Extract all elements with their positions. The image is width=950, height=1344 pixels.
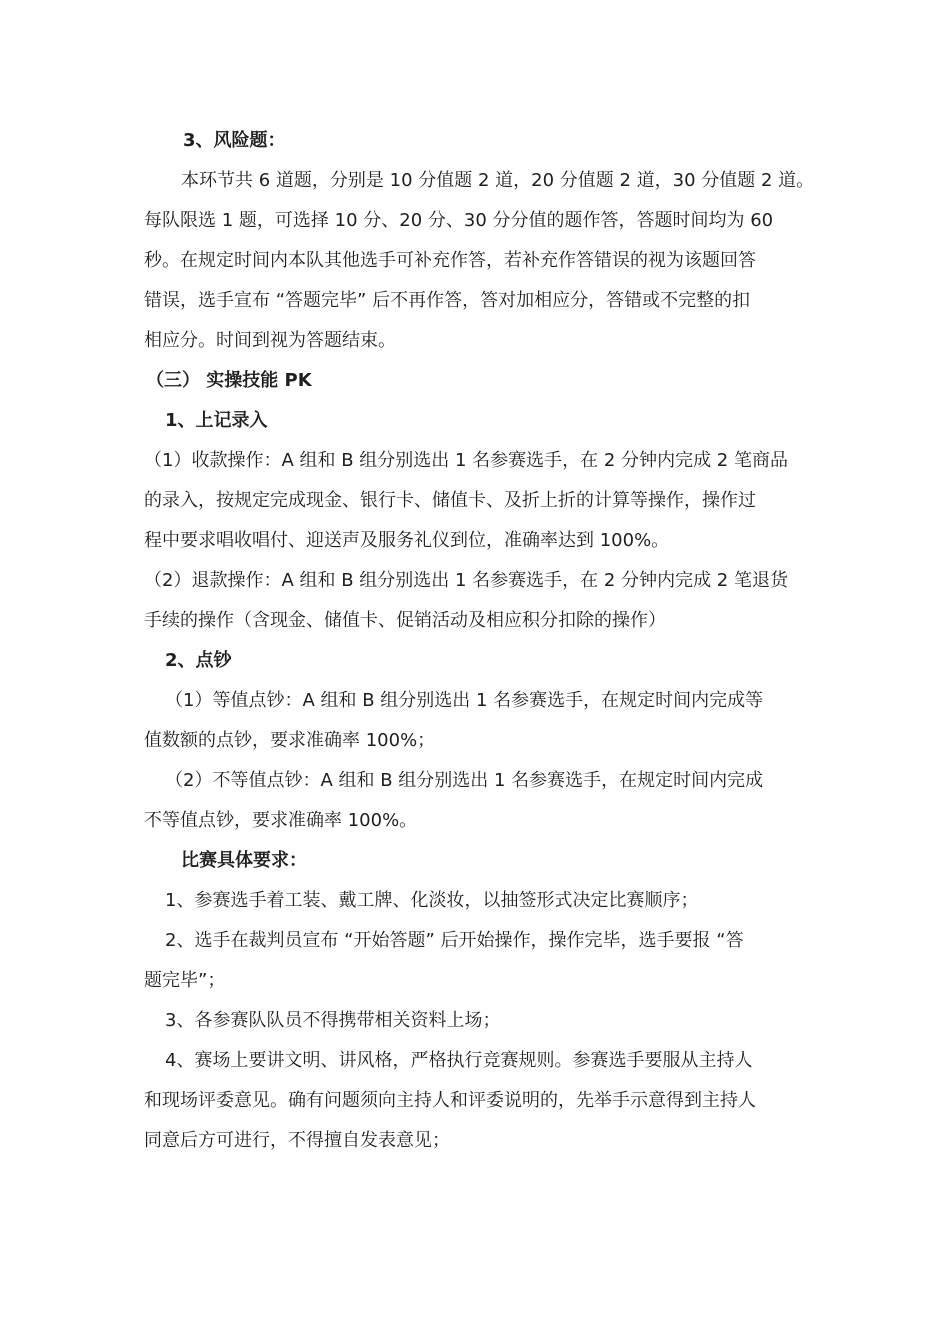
paragraph-line: （2）退款操作：A 组和 B 组分别选出 1 名参赛选手，在 2 分钟内完成 2 笔退货	[144, 570, 788, 591]
heading-record-entry: 1、上记录入	[165, 410, 268, 431]
requirement-item: 1、参赛选手着工装、戴工牌、化淡妆，以抽签形式决定比赛顺序；	[165, 890, 699, 911]
paragraph-line: 同意后方可进行，不得擅自发表意见；	[144, 1130, 450, 1151]
paragraph-line: 程中要求唱收唱付、迎送声及服务礼仪到位，准确率达到 100%。	[144, 530, 670, 551]
paragraph-line: 不等值点钞，要求准确率 100%。	[144, 810, 418, 831]
paragraph-line: （1）等值点钞：A 组和 B 组分别选出 1 名参赛选手，在规定时间内完成等	[165, 690, 764, 711]
paragraph-line: 值数额的点钞，要求准确率 100%；	[144, 730, 436, 751]
heading-risk-questions: 3、风险题：	[183, 130, 286, 151]
heading-practical-skills-pk: （三） 实操技能 PK	[146, 370, 312, 391]
paragraph-line: 的录入，按规定完成现金、银行卡、储值卡、及折上折的计算等操作，操作过	[144, 490, 756, 511]
paragraph-line: 题完毕”；	[144, 970, 226, 991]
paragraph-line: 每队限选 1 题，可选择 10 分、20 分、30 分分值的题作答，答题时间均为 60	[144, 210, 774, 231]
heading-cash-counting: 2、点钞	[165, 650, 232, 671]
requirement-item: 4、赛场上要讲文明、讲风格，严格执行竞赛规则。参赛选手要服从主持人	[165, 1050, 753, 1071]
paragraph-line: 和现场评委意见。确有问题须向主持人和评委说明的，先举手示意得到主持人	[144, 1090, 756, 1111]
paragraph-line: 秒。在规定时间内本队其他选手可补充作答，若补充作答错误的视为该题回答	[144, 250, 756, 271]
paragraph-line: 本环节共 6 道题，分别是 10 分值题 2 道，20 分值题 2 道，30 分值题 2 道。	[181, 170, 815, 191]
paragraph-line: 手续的操作（含现金、储值卡、促销活动及相应积分扣除的操作）	[144, 610, 666, 631]
requirement-item: 2、选手在裁判员宣布 “开始答题” 后开始操作，操作完毕，选手要报 “答	[165, 930, 744, 951]
paragraph-line: （2）不等值点钞：A 组和 B 组分别选出 1 名参赛选手，在规定时间内完成	[165, 770, 764, 791]
paragraph-line: （1）收款操作：A 组和 B 组分别选出 1 名参赛选手，在 2 分钟内完成 2 笔商品	[144, 450, 788, 471]
requirement-item: 3、各参赛队队员不得携带相关资料上场；	[165, 1010, 501, 1031]
heading-competition-requirements: 比赛具体要求：	[181, 850, 307, 871]
paragraph-line: 错误，选手宣布 “答题完毕” 后不再作答，答对加相应分，答错或不完整的扣	[144, 290, 751, 311]
paragraph-line: 相应分。时间到视为答题结束。	[144, 330, 396, 351]
